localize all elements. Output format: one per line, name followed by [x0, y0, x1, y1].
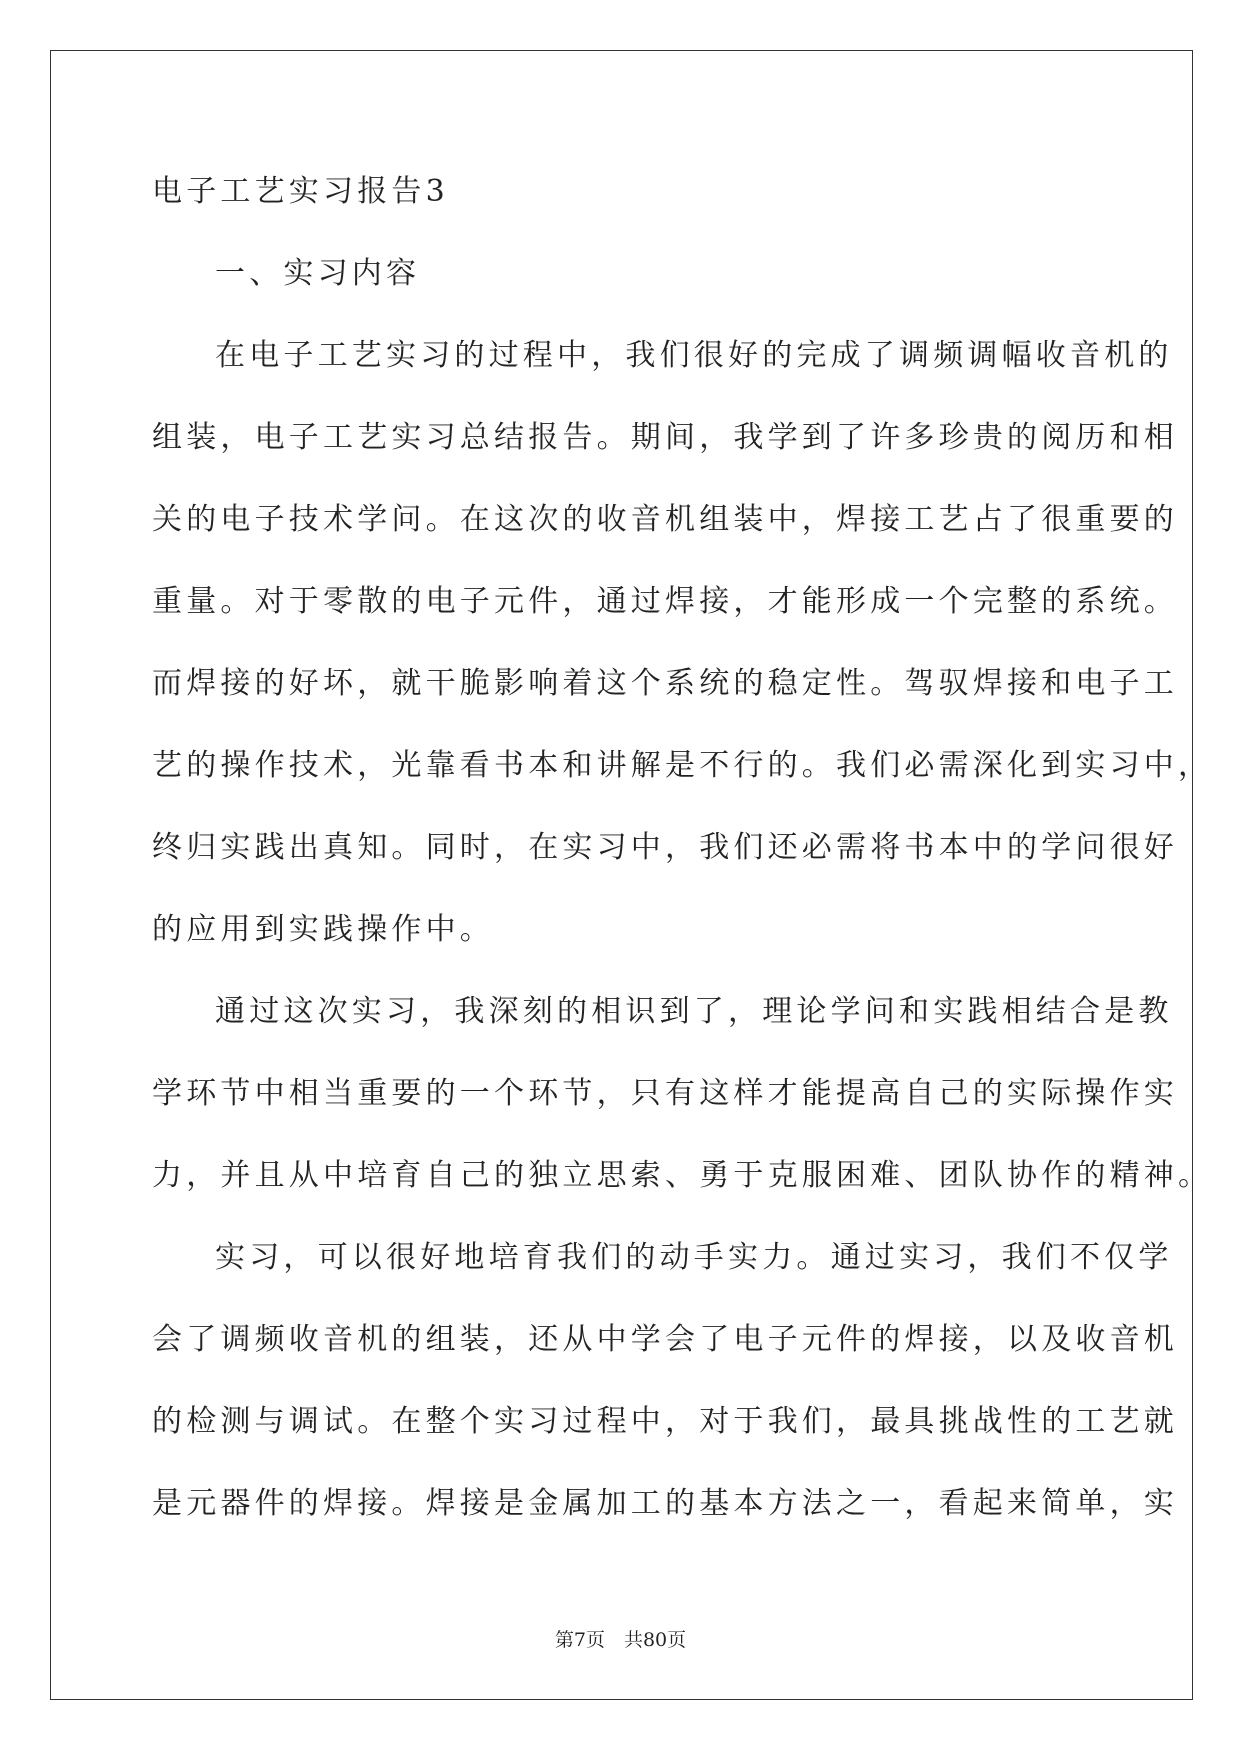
text-line: 终归实践出真知。同时，在实习中，我们还必需将书本中的学问很好: [152, 830, 1178, 865]
text-line: 的检测与调试。在整个实习过程中，对于我们，最具挑战性的工艺就: [152, 1404, 1178, 1439]
text-line: 通过这次实习，我深刻的相识到了，理论学问和实践相结合是教: [215, 994, 1173, 1029]
text-line: 是元器件的焊接。焊接是金属加工的基本方法之一，看起来简单，实: [152, 1486, 1178, 1521]
text-line: 重量。对于零散的电子元件，通过焊接，才能形成一个完整的系统。: [152, 584, 1178, 619]
text-line: 力，并且从中培育自己的独立思索、勇于克服困难、团队协作的精神。: [152, 1158, 1213, 1193]
page-number-footer: 第7页 共80页: [554, 1629, 687, 1651]
document-body: [152, 158, 1213, 1552]
text-line: 在电子工艺实习的过程中，我们很好的完成了调频调幅收音机的: [215, 338, 1173, 373]
document-title: 电子工艺实习报告3: [152, 174, 449, 209]
text-line: 实习，可以很好地培育我们的动手实力。通过实习，我们不仅学: [215, 1240, 1173, 1275]
text-line: 组装，电子工艺实习总结报告。期间，我学到了许多珍贵的阅历和相: [152, 420, 1178, 455]
text-line: 关的电子技术学问。在这次的收音机组装中，焊接工艺占了很重要的: [152, 502, 1178, 537]
document-lines: [152, 240, 1213, 1552]
text-line: 而焊接的好坏，就干脆影响着这个系统的稳定性。驾驭焊接和电子工: [152, 666, 1178, 701]
text-line: 会了调频收音机的组装，还从中学会了电子元件的焊接，以及收音机: [152, 1322, 1178, 1357]
text-line: 的应用到实践操作中。: [152, 912, 494, 947]
text-line: 艺的操作技术，光靠看书本和讲解是不行的。我们必需深化到实习中，: [152, 748, 1213, 783]
text-line: 学环节中相当重要的一个环节，只有这样才能提高自己的实际操作实: [152, 1076, 1178, 1111]
text-line: 一、实习内容: [215, 256, 421, 291]
